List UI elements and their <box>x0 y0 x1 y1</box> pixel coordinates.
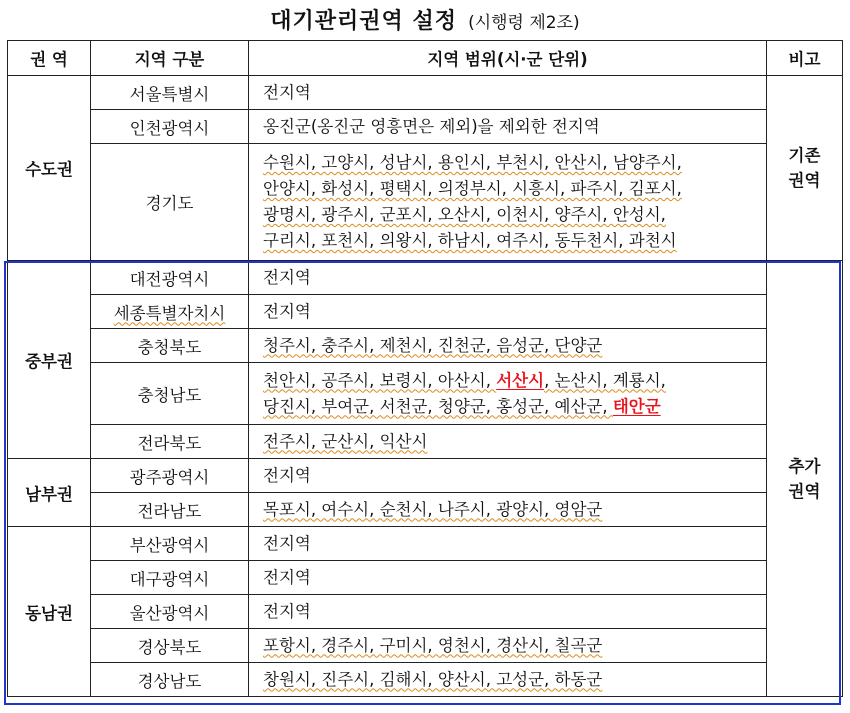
table-header <box>8 41 843 76</box>
area-cell: 경상북도 <box>91 629 249 663</box>
range-line <box>263 368 766 394</box>
area-cell: 부산광역시 <box>91 527 249 561</box>
range-cell: 전지역 <box>249 595 767 629</box>
area-cell: 경상남도 <box>91 663 249 697</box>
range-line: 구리시, 포천시, 의왕시, 하남시, 여주시, 동두천시, 과천시 <box>263 231 677 250</box>
range-text: , 논산시, 계룡시, <box>544 370 666 390</box>
area-cell: 충청북도 <box>91 329 249 363</box>
note-existing <box>767 76 843 261</box>
note-added-text: 추가 권역 <box>788 456 821 501</box>
region-nambu: 남부권 <box>8 459 91 527</box>
range-line: 목포시, 여수시, 순천시, 나주시, 광양시, 영암군 <box>263 499 603 519</box>
range-line <box>263 394 766 420</box>
range-cell <box>249 425 767 459</box>
range-text: 당진시, 부여군, 서천군, 청양군, 홍성군, 예산군, <box>263 396 613 416</box>
title-main: 대기관리권역 설정 <box>270 9 457 34</box>
area-cell: 울산광역시 <box>91 595 249 629</box>
range-line: 전주시, 군산시, 익산시 <box>263 431 428 451</box>
range-cell <box>249 493 767 527</box>
header-note: 비고 <box>767 41 843 76</box>
table-row <box>8 663 843 697</box>
area-cell: 전라남도 <box>91 493 249 527</box>
note-existing-text: 기존 권역 <box>788 146 821 190</box>
table-row <box>8 363 843 425</box>
area-cell: 충청남도 <box>91 363 249 425</box>
range-text: 천안시, 공주시, 보령시, 아산시, <box>263 370 497 390</box>
highlight-taean: 태안군 <box>612 396 661 416</box>
area-cell: 경기도 <box>91 144 249 261</box>
area-cell: 전라북도 <box>91 425 249 459</box>
area-cell: 대구광역시 <box>91 561 249 595</box>
range-cell: 전지역 <box>249 561 767 595</box>
range-cell: 옹진군(옹진군 영흥면은 제외)을 제외한 전지역 <box>249 110 767 144</box>
region-dongnam: 동남권 <box>8 527 91 697</box>
header-region: 권 역 <box>8 41 91 76</box>
note-added <box>767 261 843 697</box>
area-cell: 인천광역시 <box>91 110 249 144</box>
range-line: 창원시, 진주시, 김해시, 양산시, 고성군, 하동군 <box>263 669 603 689</box>
table-row <box>8 425 843 459</box>
header-area: 지역 구분 <box>91 41 249 76</box>
table-row <box>8 261 843 295</box>
region-sudo: 수도권 <box>8 76 91 261</box>
range-cell: 전지역 <box>249 295 767 329</box>
area-cell <box>91 295 249 329</box>
range-cell <box>249 363 767 425</box>
range-line: 안양시, 화성시, 평택시, 의정부시, 시흥시, 파주시, 김포시, <box>263 179 682 198</box>
range-cell: 전지역 <box>249 459 767 493</box>
range-line: 광명시, 광주시, 군포시, 오산시, 이천시, 양주시, 안성시, <box>263 205 666 224</box>
title-sub: (시행령 제2조) <box>468 13 580 33</box>
range-line: 수원시, 고양시, 성남시, 용인시, 부천시, 안산시, 남양주시, <box>263 153 682 172</box>
table-row <box>8 527 843 561</box>
range-cell <box>249 663 767 697</box>
range-cell <box>249 629 767 663</box>
table-row <box>8 110 843 144</box>
range-cell: 전지역 <box>249 76 767 110</box>
highlight-seosan: 서산시 <box>496 370 545 390</box>
table-row <box>8 561 843 595</box>
table-row <box>8 629 843 663</box>
range-line: 청주시, 충주시, 제천시, 진천군, 음성군, 단양군 <box>263 335 603 355</box>
range-cell: 전지역 <box>249 527 767 561</box>
area-cell: 광주광역시 <box>91 459 249 493</box>
header-range: 지역 범위(시·군 단위) <box>249 41 767 76</box>
table-row <box>8 459 843 493</box>
area-label: 세종특별자치시 <box>113 303 226 323</box>
range-line: 포항시, 경주시, 구미시, 영천시, 경산시, 칠곡군 <box>263 635 603 655</box>
region-jungbu: 중부권 <box>8 261 91 459</box>
table-row <box>8 329 843 363</box>
range-cell <box>249 144 767 261</box>
table-row <box>8 493 843 527</box>
range-cell <box>249 329 767 363</box>
table-row <box>8 76 843 110</box>
area-cell: 서울특별시 <box>91 76 249 110</box>
table-row <box>8 595 843 629</box>
range-cell: 전지역 <box>249 261 767 295</box>
area-cell: 대전광역시 <box>91 261 249 295</box>
table-row <box>8 144 843 261</box>
region-table <box>7 40 843 697</box>
page-title <box>0 4 850 35</box>
table-row <box>8 295 843 329</box>
